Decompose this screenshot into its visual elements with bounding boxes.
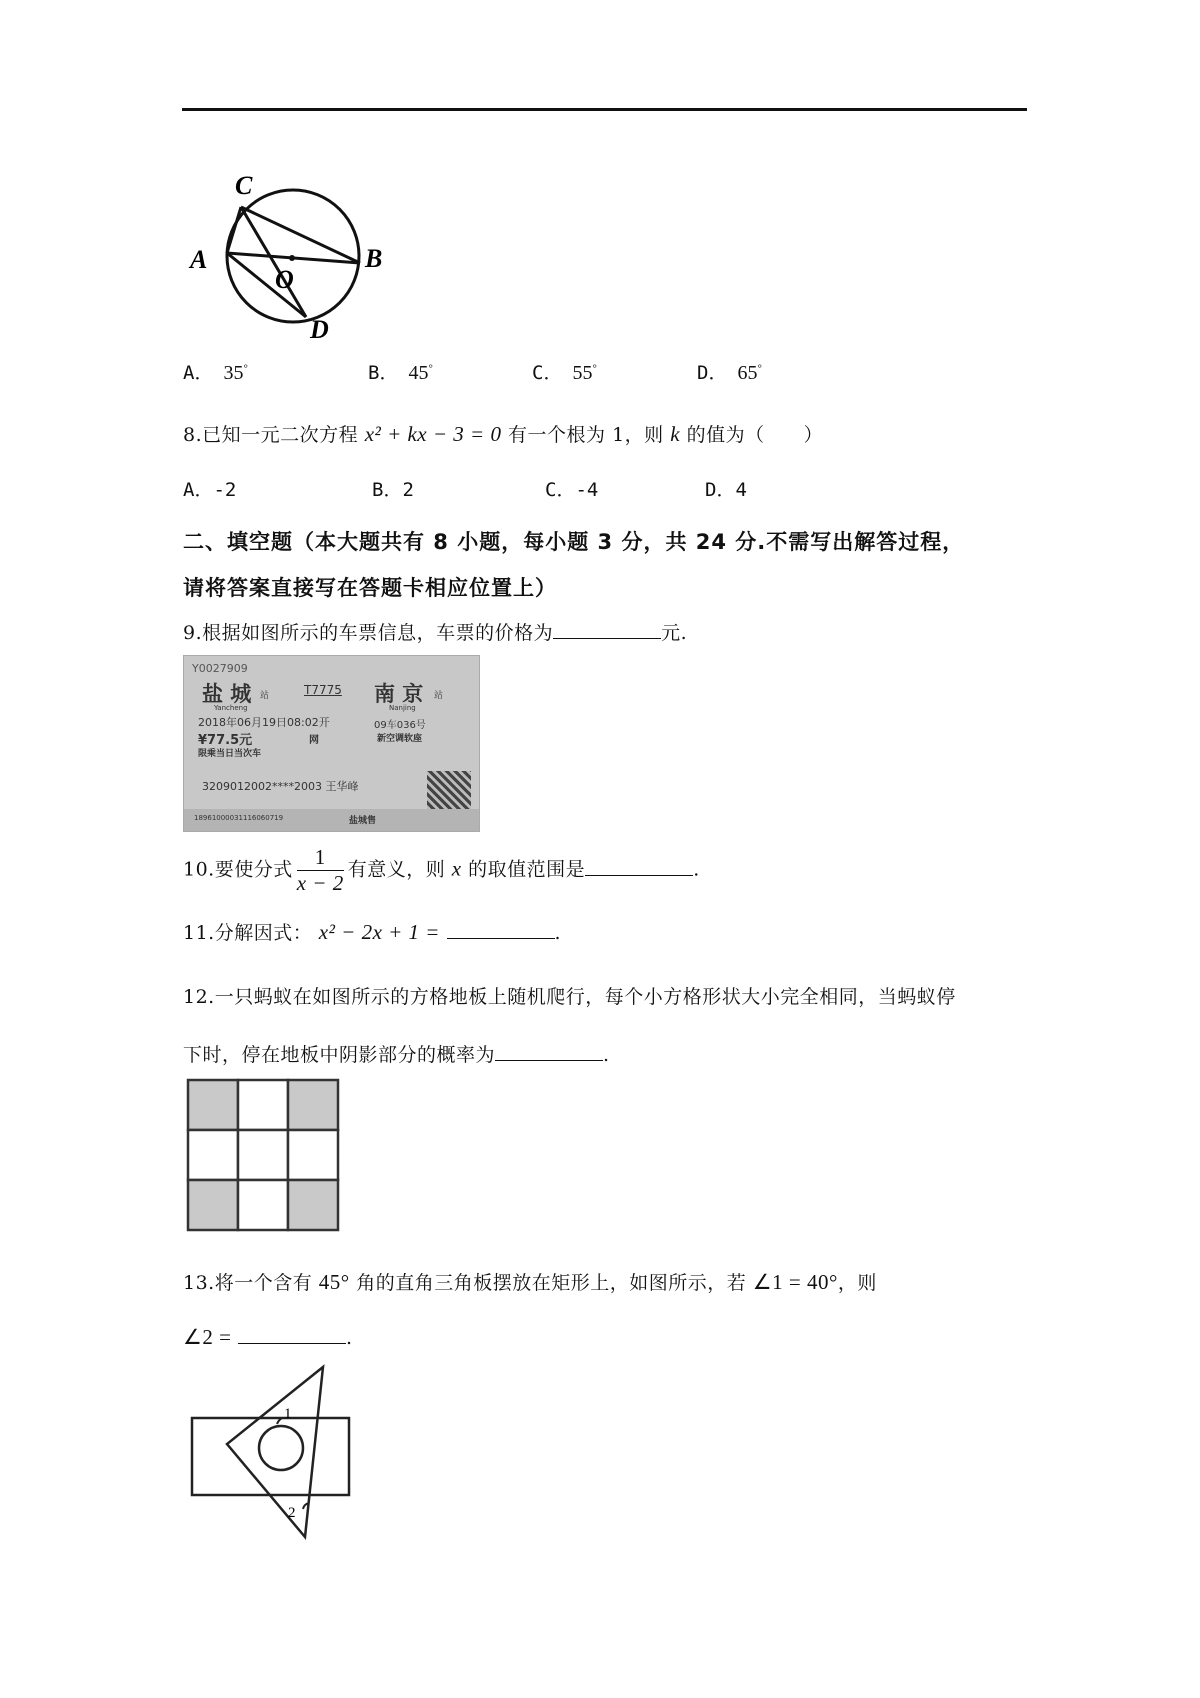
q7-option-d: [697, 358, 762, 385]
q13-text: 角的直角三角板摆放在矩形上，如图所示，若: [356, 1272, 747, 1294]
q12-text: 下时，停在地板中阴影部分的概率为: [183, 1044, 496, 1066]
q8-text: 已知一元二次方程: [202, 424, 359, 446]
option-value: 55: [572, 362, 593, 384]
option-letter: D．: [697, 362, 728, 384]
ticket-seat-class: 新空调软座: [377, 734, 423, 744]
option-letter: A．: [183, 362, 214, 384]
ticket-to-suffix: 站: [434, 691, 444, 701]
q13-angle2-label: ∠2 =: [183, 1325, 232, 1349]
q13-text: ，则: [837, 1272, 877, 1294]
q8-option-a: [183, 475, 236, 502]
angle1-label: 1: [284, 1406, 292, 1422]
q10-stem: [183, 845, 700, 896]
question-number: 12.: [183, 986, 215, 1008]
q8-text: 有一个根为 1，则: [508, 424, 664, 446]
ruler-hole: [259, 1426, 303, 1470]
grid-cell: [238, 1130, 288, 1180]
grid-cell-shaded: [188, 1080, 238, 1130]
q8-option-c: [545, 475, 598, 502]
q13-text: 将一个含有: [214, 1272, 313, 1294]
answer-blank[interactable]: [585, 857, 693, 876]
ticket-datetime: 2018年06月19日08:02开: [198, 716, 330, 729]
q10-text: 的取值范围是: [468, 858, 586, 881]
fraction-denominator: x − 2: [296, 871, 344, 895]
q11-text: 分解因式：: [214, 922, 313, 944]
q13-stem-line1: [183, 1268, 877, 1295]
option-value: 45: [408, 362, 429, 384]
ticket-from: 盐 城: [202, 682, 252, 706]
option-letter: A．: [183, 479, 214, 501]
q9-suffix: 元.: [661, 622, 688, 644]
ticket-serial: Y0027909: [192, 662, 248, 675]
q13-suffix: .: [345, 1327, 353, 1349]
q10-text: 要使分式: [214, 858, 293, 881]
ticket-footer-code: 18961000031116060719: [194, 814, 284, 822]
degree-sign: °: [757, 362, 762, 375]
tile-grid-figure: [183, 1075, 343, 1235]
q8-text: 的值为（ ）: [686, 424, 824, 446]
q12-suffix: .: [603, 1044, 610, 1066]
qr-code-icon: [427, 771, 471, 813]
question-number: 8.: [183, 424, 203, 446]
ticket-seat: 09车036号: [374, 720, 426, 731]
grid-cell-shaded: [288, 1080, 338, 1130]
section-heading-line1: 二、填空题（本大题共有 8 小题，每小题 3 分，共 24 分.不需写出解答过程，: [183, 530, 965, 554]
option-value: -2: [213, 479, 237, 501]
label-b: B: [365, 244, 383, 273]
grid-cell: [188, 1130, 238, 1180]
answer-blank[interactable]: [553, 620, 661, 639]
option-letter: C．: [532, 362, 563, 384]
question-number: 9.: [183, 622, 203, 644]
label-o: O: [275, 265, 294, 294]
ticket-type: 网: [309, 735, 319, 746]
degree-sign: °: [592, 362, 597, 375]
q13-condition: ∠1 = 40°: [752, 1270, 838, 1294]
ticket-footer-station: 盐城售: [349, 816, 377, 826]
grid-cell: [288, 1130, 338, 1180]
q12-text: 一只蚂蚁在如图所示的方格地板上随机爬行，每个小方格形状大小完全相同，当蚂蚁停: [214, 986, 956, 1008]
option-value: -4: [575, 479, 599, 501]
train-ticket-image: [183, 655, 480, 832]
fraction: [297, 845, 344, 896]
ticket-note: 限乘当日当次车: [198, 749, 262, 759]
option-letter: D．: [705, 479, 736, 501]
ticket-passenger-id: 3209012002****2003 王华峰: [202, 780, 359, 793]
question-number: 10.: [183, 858, 215, 881]
ticket-train: T7775: [304, 683, 342, 697]
triangle-ruler: [227, 1367, 323, 1537]
q10-suffix: .: [693, 858, 700, 881]
question-number: 11.: [183, 922, 215, 944]
header-rule: [182, 108, 1027, 111]
ticket-from-suffix: 站: [260, 691, 270, 701]
option-value: 35: [223, 362, 244, 384]
answer-blank[interactable]: [495, 1042, 603, 1061]
q9-stem: [183, 618, 687, 645]
triangle-rectangle-figure: [185, 1360, 385, 1560]
option-value: 2: [402, 479, 414, 501]
grid-cell: [238, 1180, 288, 1230]
option-letter: B．: [368, 362, 399, 384]
q12-stem-line1: [183, 982, 956, 1009]
ticket-from-pinyin: Yancheng: [214, 704, 248, 712]
question-number: 13.: [183, 1272, 215, 1294]
label-c: C: [235, 171, 253, 200]
section-heading-line2: 请将答案直接写在答题卡相应位置上）: [183, 576, 557, 600]
q8-stem: [183, 420, 823, 447]
segment-ca: [227, 207, 241, 253]
q10-variable: x: [451, 856, 462, 881]
q8-option-b: [372, 475, 414, 502]
answer-blank[interactable]: [238, 1325, 346, 1344]
q13-stem-line2: [183, 1325, 353, 1350]
option-value: 4: [735, 479, 747, 501]
degree-sign: °: [243, 362, 248, 375]
degree-sign: °: [428, 362, 433, 375]
circle-figure: [180, 150, 383, 344]
angle2-label: 2: [288, 1505, 296, 1521]
ticket-to: 南 京: [374, 682, 424, 706]
q10-text: 有意义，则: [347, 858, 446, 881]
q13-angle: 45°: [318, 1270, 350, 1294]
q7-option-a: [183, 358, 248, 385]
q11-suffix: .: [554, 922, 562, 944]
grid-cell-shaded: [288, 1180, 338, 1230]
grid-cell: [238, 1080, 288, 1130]
q11-expression: x² − 2x + 1 =: [318, 920, 440, 944]
ticket-to-pinyin: Nanjing: [389, 704, 416, 712]
answer-blank[interactable]: [447, 920, 555, 939]
segment-ad: [227, 253, 306, 317]
q7-option-b: [368, 358, 433, 385]
label-d: D: [310, 315, 329, 344]
option-letter: B．: [372, 479, 403, 501]
fraction-numerator: 1: [297, 845, 344, 871]
grid-cell-shaded: [188, 1180, 238, 1230]
q8-option-d: [705, 475, 747, 502]
option-value: 65: [737, 362, 758, 384]
center-point: [289, 255, 295, 261]
q11-stem: [183, 918, 561, 945]
ticket-price: ¥77.5元: [198, 733, 253, 748]
q7-option-c: [532, 358, 597, 385]
q12-stem-line2: [183, 1040, 610, 1067]
option-letter: C．: [545, 479, 576, 501]
label-a: A: [190, 245, 208, 274]
q8-variable: k: [670, 422, 681, 446]
q9-text: 根据如图所示的车票信息，车票的价格为: [202, 622, 554, 644]
q8-equation: x² + kx − 3 = 0: [364, 422, 502, 446]
